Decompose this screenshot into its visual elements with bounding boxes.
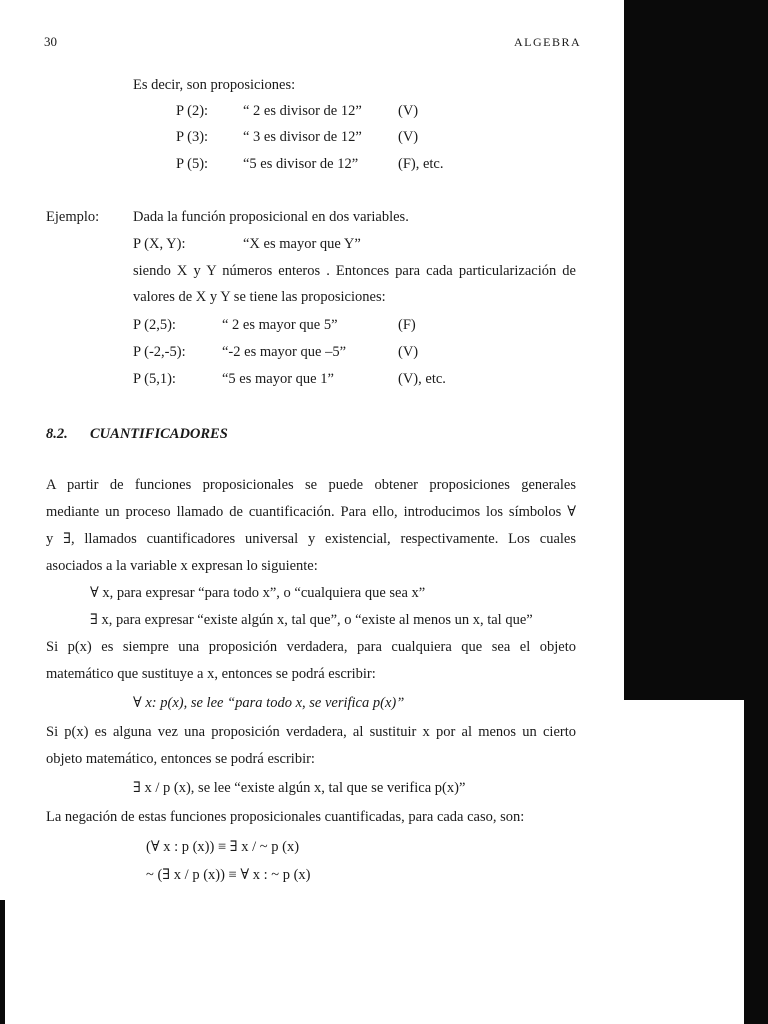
section-title: CUANTIFICADORES — [90, 426, 228, 442]
row-value: (V), etc. — [398, 371, 446, 387]
row-value: (V) — [398, 103, 419, 119]
row-statement: “ 2 es mayor que 5” — [222, 317, 338, 333]
paragraph-line: matemático que sustituye a x, entonces se podrá escribir: — [46, 666, 376, 682]
quantifier-universal: ∀ x, para expresar “para todo x”, o “cualquiera que sea x” — [90, 585, 426, 601]
row-label: P (2): — [176, 103, 209, 119]
scan-border-left — [0, 900, 5, 1024]
paragraph-line: Si p(x) es alguna vez una proposición verdadera, al sustituir x por al menos un cierto — [46, 724, 576, 740]
row-value: (V) — [398, 344, 419, 360]
intro-text: Es decir, son proposiciones: — [133, 77, 296, 93]
paragraph-line: y ∃, llamados cuantificadores universal y existencial, respectivamente. Los cuales — [46, 531, 576, 547]
paragraph-line: mediante un proceso llamado de cuantificación. Para ello, introducimos los símbolos ∀ — [46, 504, 576, 520]
scan-border-right — [624, 0, 768, 700]
example-line: siendo X y Y números enteros . Entonces para cada particularización de — [133, 263, 576, 279]
formula-negation-universal: (∀ x : p (x)) ≡ ∃ x / ~ p (x) — [146, 839, 300, 855]
example-line: valores de X y Y se tiene las proposiciones: — [133, 289, 386, 305]
def-statement: “X es mayor que Y” — [243, 236, 361, 252]
row-statement: “ 3 es divisor de 12” — [243, 129, 362, 145]
row-value: (F), etc. — [398, 156, 444, 172]
example-line: Dada la función proposicional en dos variables. — [133, 209, 409, 225]
running-title: ALGEBRA — [514, 35, 582, 49]
example-label: Ejemplo: — [46, 209, 100, 225]
paragraph-line: Si p(x) es siempre una proposición verdadera, para cualquiera que sea el objeto — [46, 639, 576, 655]
formula-existential: ∃ x / p (x), se lee “existe algún x, tal que se verifica p(x)” — [133, 780, 466, 796]
scan-border-bottom-right — [744, 700, 768, 1024]
quantifier-existential: ∃ x, para expresar “existe algún x, tal que”, o “existe al menos un x, tal que” — [90, 612, 533, 628]
formula-negation-existential: ~ (∃ x / p (x)) ≡ ∀ x : ~ p (x) — [146, 867, 311, 883]
paragraph-line: A partir de funciones proposicionales se puede obtener proposiciones generales — [46, 477, 576, 493]
row-label: P (5): — [176, 156, 209, 172]
row-value: (V) — [398, 129, 419, 145]
paragraph-line: objeto matemático, entonces se podrá escribir: — [46, 751, 315, 767]
paragraph-line: La negación de estas funciones proposicionales cuantificadas, para cada caso, son: — [46, 809, 525, 825]
row-statement: “ 2 es divisor de 12” — [243, 103, 362, 119]
paragraph-line: asociados a la variable x expresan lo siguiente: — [46, 558, 318, 574]
def-label: P (X, Y): — [133, 236, 186, 252]
row-statement: “-2 es mayor que –5” — [222, 344, 347, 360]
page-number: 30 — [44, 34, 57, 49]
row-label: P (-2,-5): — [133, 344, 186, 360]
row-value: (F) — [398, 317, 416, 333]
section-number: 8.2. — [46, 426, 68, 442]
row-label: P (2,5): — [133, 317, 176, 333]
row-statement: “5 es mayor que 1” — [222, 371, 334, 387]
row-label: P (3): — [176, 129, 209, 145]
formula-universal: ∀ x: p(x), se lee “para todo x, se verifica p(x)” — [133, 695, 405, 711]
row-statement: “5 es divisor de 12” — [243, 156, 359, 172]
row-label: P (5,1): — [133, 371, 176, 387]
